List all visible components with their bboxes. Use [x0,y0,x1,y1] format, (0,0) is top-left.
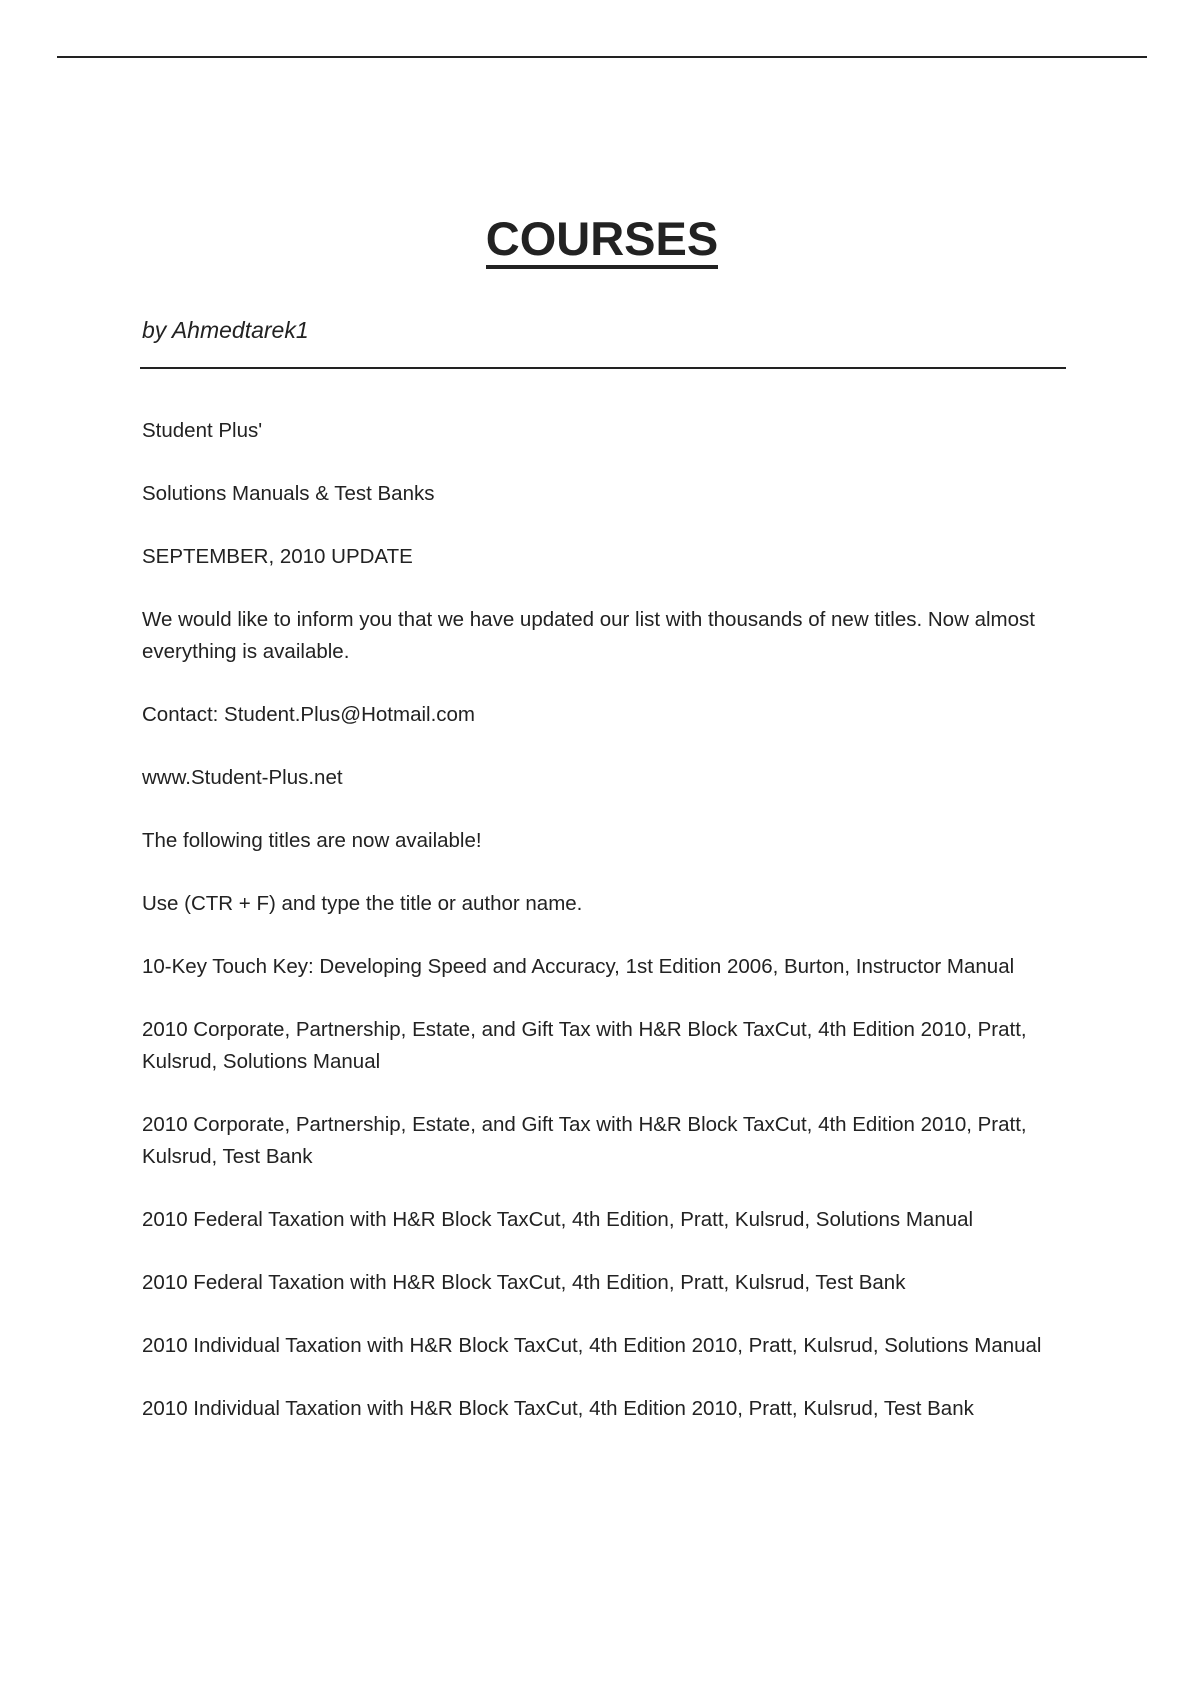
title-list-item: 2010 Federal Taxation with H&R Block TaxCut, 4th Edition, Pratt, Kulsrud, Solutions Manual [142,1208,974,1231]
title-list-item: 2010 Corporate, Partnership, Estate, and Gift Tax with H&R Block TaxCut, 4th Edition 2010, Pratt, Kulsrud, Test Bank [142,1113,1027,1168]
byline-divider [140,367,1066,369]
paragraph-announcement: We would like to inform you that we have updated our list with thousands of new titles. Now almost everything is available. [142,608,1035,663]
top-divider [57,56,1147,58]
title-list-item: 2010 Individual Taxation with H&R Block TaxCut, 4th Edition 2010, Pratt, Kulsrud, Test Bank [142,1397,974,1420]
paragraph-subtitle: Solutions Manuals & Test Banks [142,482,435,505]
document-body [142,415,1042,1456]
paragraph-update-date: SEPTEMBER, 2010 UPDATE [142,545,413,568]
title-list-item: 10-Key Touch Key: Developing Speed and Accuracy, 1st Edition 2006, Burton, Instructor Manual [142,955,1015,978]
paragraph-company-name: Student Plus' [142,419,263,442]
page-title-text: COURSES [486,212,718,269]
title-list-item: 2010 Corporate, Partnership, Estate, and Gift Tax with H&R Block TaxCut, 4th Edition 2010, Pratt, Kulsrud, Solutions Manual [142,1018,1027,1073]
paragraph-availability: The following titles are now available! [142,829,482,852]
author-byline: by Ahmedtarek1 [142,317,309,343]
paragraph-website: www.Student-Plus.net [142,766,343,789]
paragraph-search-tip: Use (CTR + F) and type the title or author name. [142,892,583,915]
page-title [0,210,1200,268]
paragraph-contact: Contact: Student.Plus@Hotmail.com [142,703,476,726]
title-list-item: 2010 Federal Taxation with H&R Block TaxCut, 4th Edition, Pratt, Kulsrud, Test Bank [142,1271,906,1294]
title-list-item: 2010 Individual Taxation with H&R Block TaxCut, 4th Edition 2010, Pratt, Kulsrud, Solutions Manual [142,1334,1042,1357]
